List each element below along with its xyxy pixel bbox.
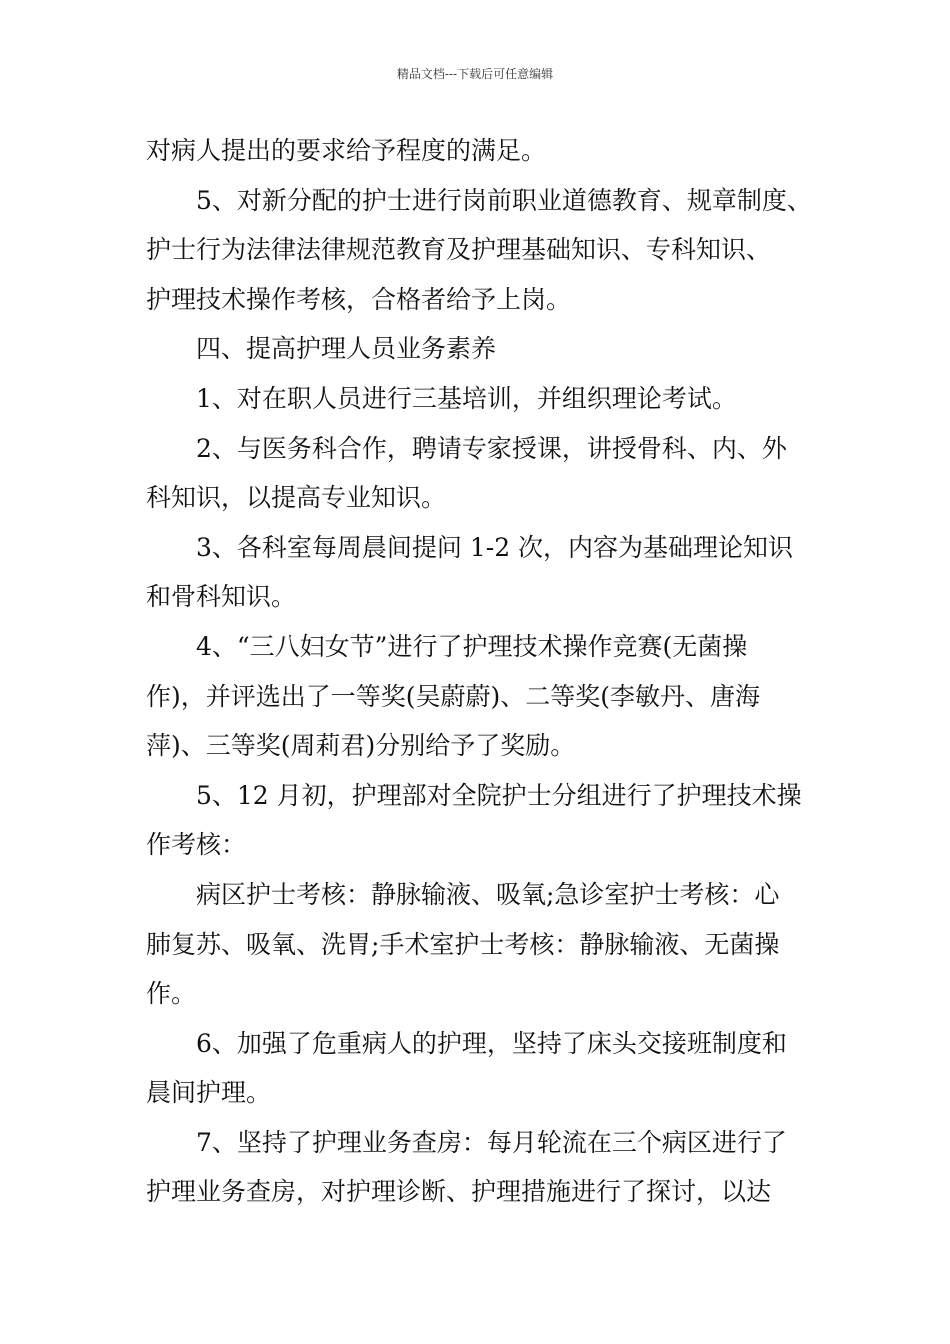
page-header: 精品文档---下载后可任意编辑 [396,67,554,81]
text-line: 和骨科知识。 [146,582,297,612]
text-line: 5、12 月初，护理部对全院护士分组进行了护理技术操 [196,780,802,810]
text-line: 6、加强了危重病人的护理，坚持了床头交接班制度和 [196,1028,787,1058]
text-line: 1、对在职人员进行三基培训，并组织理论考试。 [196,383,737,413]
text-line: 护士行为法律法律规范教育及护理基础知识、专科知识、 [146,235,772,265]
text-line: 作考核： [146,830,247,860]
text-line: 晨间护理。 [146,1078,272,1108]
text-line: 肺复苏、吸氧、洗胃;手术室护士考核：静脉输液、无菌操 [146,929,780,959]
text-line: 萍)、三等奖(周莉君)分别给予了奖励。 [146,731,576,761]
text-line: 作)，并评选出了一等奖(吴蔚蔚)、二等奖(李敏丹、唐海 [146,681,761,711]
text-line: 2、与医务科合作，聘请专家授课，讲授骨科、内、外 [196,433,787,463]
document-body [146,126,816,1217]
text-line: 作。 [146,979,197,1009]
text-line: 病区护士考核：静脉输液、吸氧;急诊室护士考核：心 [196,879,780,909]
section-heading: 四、提高护理人员业务素养 [196,334,497,364]
text-line: 科知识，以提高专业知识。 [146,483,447,513]
text-line: 3、各科室每周晨间提问 1-2 次，内容为基础理论知识 [196,532,794,562]
text-line: 5、对新分配的护士进行岗前职业道德教育、规章制度、 [196,185,812,215]
text-line: 7、坚持了护理业务查房：每月轮流在三个病区进行了 [196,1127,787,1157]
text-line: 护理业务查房，对护理诊断、护理措施进行了探讨，以达 [146,1177,772,1207]
text-line: 对病人提出的要求给予程度的满足。 [146,136,547,165]
text-line: 4、“三八妇女节”进行了护理技术操作竞赛(无菌操 [196,631,748,661]
text-line: 护理技术操作考核，合格者给予上岗。 [146,284,572,314]
